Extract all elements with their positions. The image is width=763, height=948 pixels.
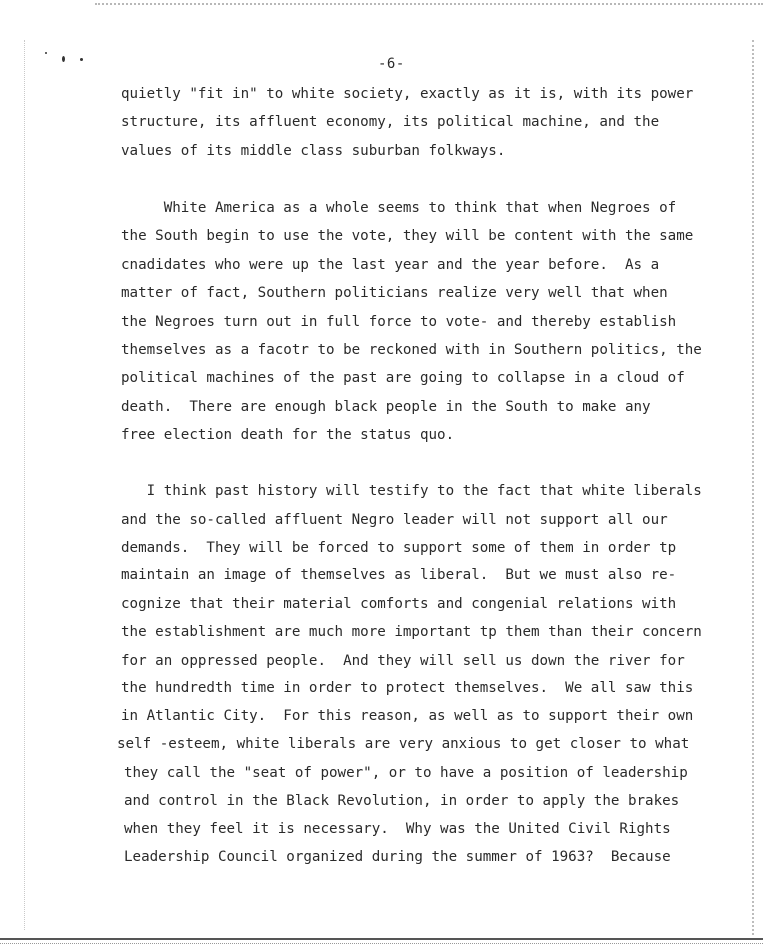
text-line: death. There are enough black people in the South to make any <box>121 399 651 415</box>
text-line: when they feel it is necessary. Why was the United Civil Rights <box>124 821 671 837</box>
page-number: -6- <box>378 56 405 72</box>
text-line: the South begin to use the vote, they will be content with the same <box>121 228 694 244</box>
right-scan-edge <box>752 40 754 935</box>
bottom-scan-border-secondary <box>0 943 763 944</box>
bottom-scan-border <box>0 938 763 940</box>
text-line: White America as a whole seems to think that when Negroes of <box>121 200 677 216</box>
text-line: matter of fact, Southern politicians realize very well that when <box>121 285 668 301</box>
scan-mark <box>45 52 47 54</box>
text-line: demands. They will be forced to support some of them in order tp <box>121 540 677 556</box>
text-line: political machines of the past are going to collapse in a cloud of <box>121 370 685 386</box>
text-line: structure, its affluent economy, its political machine, and the <box>121 114 660 130</box>
text-line: self -esteem, white liberals are very anxious to get closer to what <box>117 736 690 752</box>
left-scan-edge <box>24 40 25 930</box>
text-line: the establishment are much more important tp them than their concern <box>121 624 702 640</box>
text-line: and control in the Black Revolution, in order to apply the brakes <box>124 793 680 809</box>
text-line: cnadidates who were up the last year and the year before. As a <box>121 257 660 273</box>
text-line: and the so-called affluent Negro leader will not support all our <box>121 512 668 528</box>
text-line: in Atlantic City. For this reason, as well as to support their own <box>121 708 694 724</box>
text-line: quietly "fit in" to white society, exactly as it is, with its power <box>121 86 694 102</box>
text-line: values of its middle class suburban folkways. <box>121 143 506 159</box>
scan-mark <box>80 58 83 61</box>
text-line: cognize that their material comforts and congenial relations with <box>121 596 677 612</box>
top-scan-border <box>95 3 763 5</box>
text-line: the hundredth time in order to protect themselves. We all saw this <box>121 680 694 696</box>
text-line: I think past history will testify to the fact that white liberals <box>121 483 702 499</box>
text-line: themselves as a facotr to be reckoned with in Southern politics, the <box>121 342 702 358</box>
text-line: free election death for the status quo. <box>121 427 455 443</box>
text-line: maintain an image of themselves as liberal. But we must also re- <box>121 567 677 583</box>
text-line: they call the "seat of power", or to have a position of leadership <box>124 765 688 781</box>
text-line: Leadership Council organized during the summer of 1963? Because <box>124 849 671 865</box>
text-line: for an oppressed people. And they will sell us down the river for <box>121 653 685 669</box>
text-line: the Negroes turn out in full force to vote- and thereby establish <box>121 314 677 330</box>
scan-mark <box>62 56 65 62</box>
